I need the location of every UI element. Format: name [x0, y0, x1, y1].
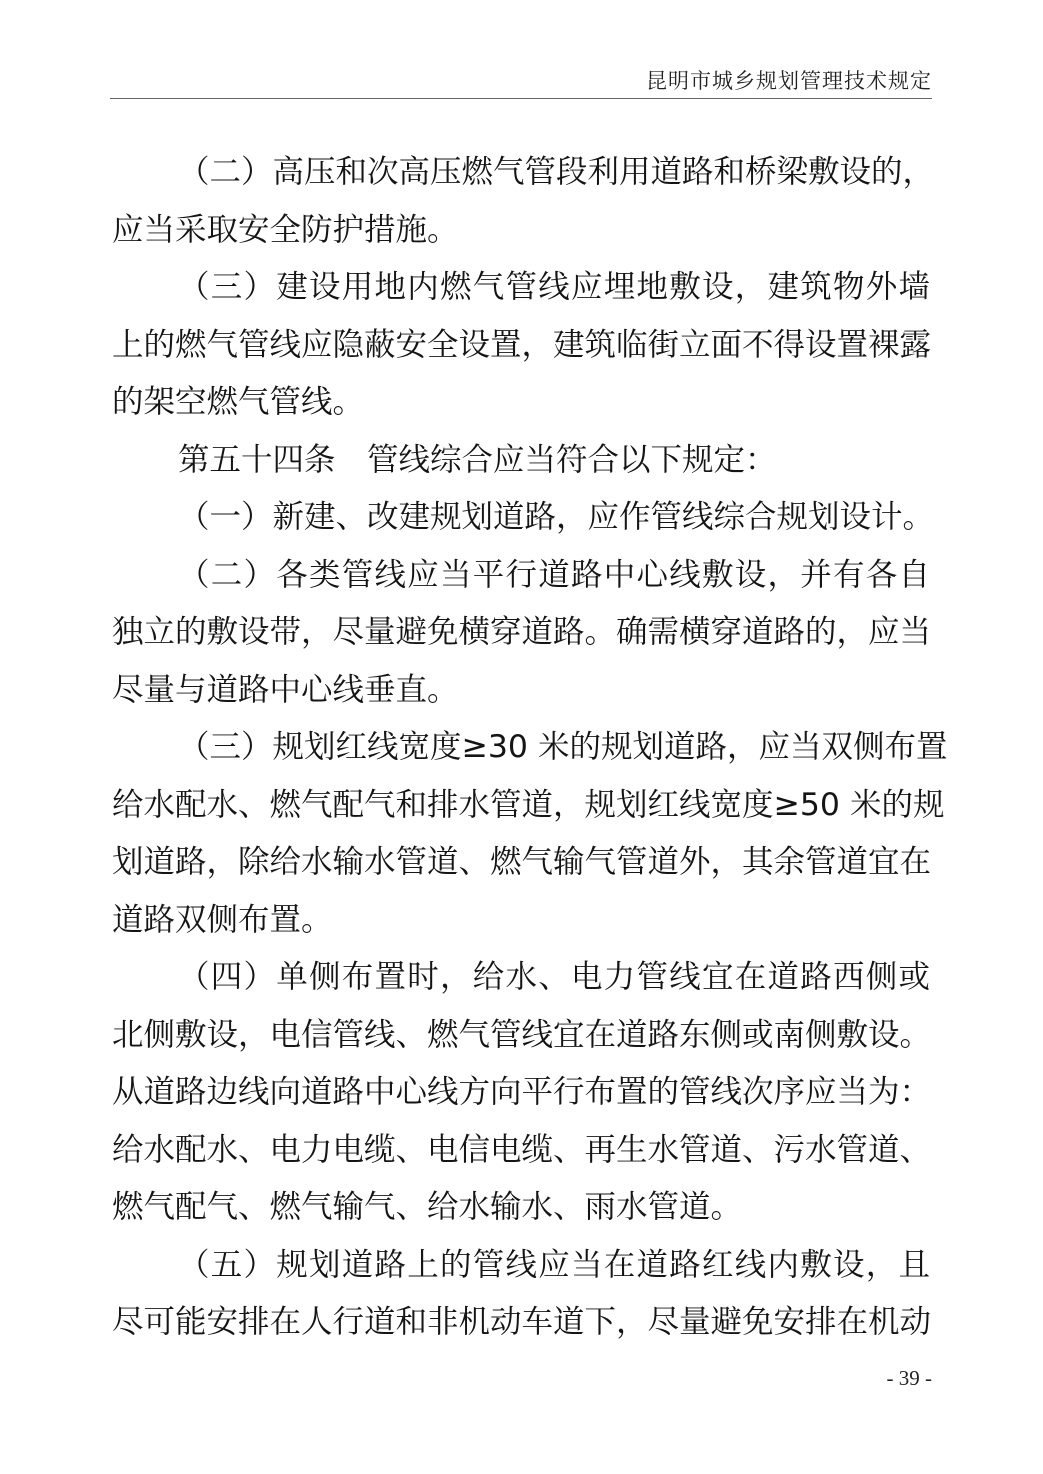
paragraph-line: 给水配水、电力电缆、电信电缆、再生水管道、污水管道、 — [112, 1131, 932, 1168]
article-heading: 第五十四条 管线综合应当符合以下规定： — [178, 441, 777, 478]
page-number: - 39 - — [886, 1366, 932, 1390]
paragraph-line: 道路双侧布置。 — [112, 901, 333, 938]
paragraph-line: 北侧敷设，电信管线、燃气管线宜在道路东侧或南侧敷设。 — [112, 1016, 932, 1053]
paragraph-line: （五）规划道路上的管线应当在道路红线内敷设，且 — [178, 1246, 930, 1283]
paragraph-line: （二）高压和次高压燃气管段利用道路和桥梁敷设的， — [178, 154, 935, 190]
paragraph-line: 从道路边线向道路中心线方向平行布置的管线次序应当为： — [112, 1074, 932, 1110]
paragraph-line: 的架空燃气管线。 — [112, 384, 365, 420]
paragraph-line: 独立的敷设带，尽量避免横穿道路。确需横穿道路的，应当 — [112, 614, 932, 650]
paragraph-line: （三）规划红线宽度≥30 米的规划道路，应当双侧布置 — [178, 729, 948, 765]
running-header: 昆明市城乡规划管理技术规定 — [646, 69, 932, 93]
paragraph-line: 划道路，除给水输水管道、燃气输气管道外，其余管道宜在 — [112, 844, 932, 880]
paragraph-line: （一）新建、改建规划道路，应作管线综合规划设计。 — [178, 499, 935, 535]
paragraph-line: （四）单侧布置时，给水、电力管线宜在道路西侧或 — [178, 959, 930, 995]
header-divider — [110, 98, 932, 99]
paragraph-line: 上的燃气管线应隐蔽安全设置，建筑临街立面不得设置裸露 — [112, 326, 932, 363]
document-body — [112, 144, 948, 1352]
paragraph-line: 尽可能安排在人行道和非机动车道下，尽量避免安排在机动 — [112, 1304, 932, 1340]
paragraph-line: 尽量与道路中心线垂直。 — [112, 671, 459, 708]
paragraph-line: 燃气配气、燃气输气、给水输水、雨水管道。 — [112, 1189, 743, 1225]
paragraph-line: （三）建设用地内燃气管线应埋地敷设，建筑物外墙 — [178, 269, 930, 305]
paragraph-line: 给水配水、燃气配气和排水管道，规划红线宽度≥50 米的规 — [112, 786, 945, 823]
paragraph-line: 应当采取安全防护措施。 — [112, 211, 459, 248]
paragraph-line: （二）各类管线应当平行道路中心线敷设，并有各自 — [178, 556, 930, 593]
